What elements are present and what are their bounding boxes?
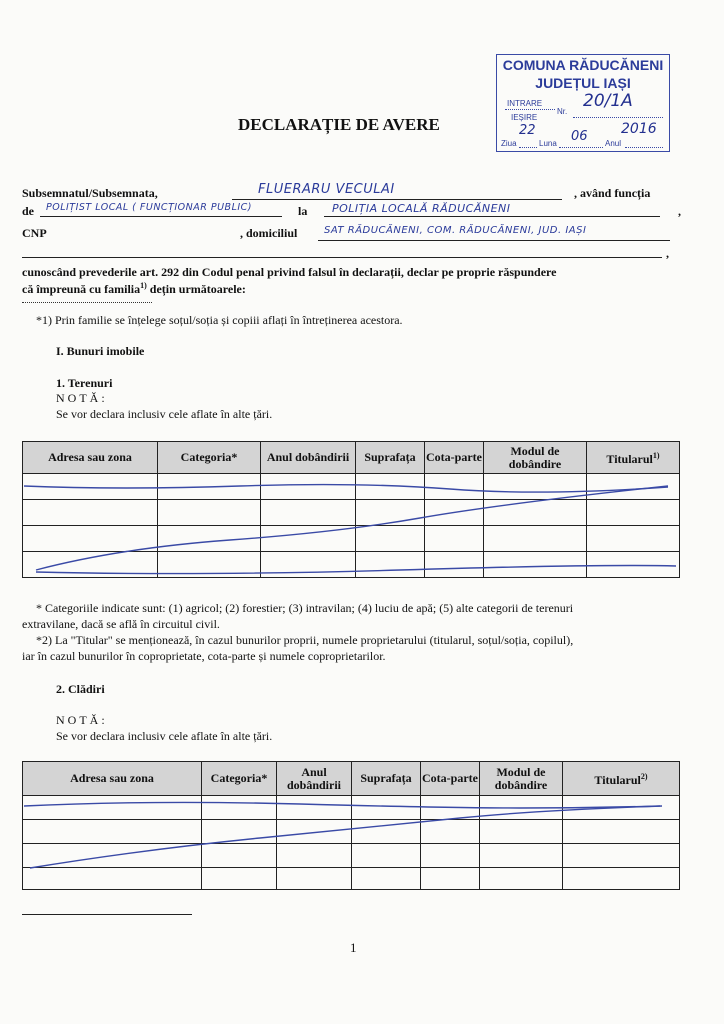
- cladiri-table: [22, 761, 680, 890]
- intro-line-2: că împreună cu familia$^{1)}$ dețin următoarele:: [22, 281, 246, 296]
- col-suprafata: Suprafața: [352, 762, 421, 796]
- functia-value: POLIȚIST LOCAL ( FUNCȚIONAR PUBLIC): [46, 202, 253, 213]
- table-row: [23, 474, 680, 500]
- col-modul: Modul de dobândire: [484, 442, 587, 474]
- col-titular: Titularul$^{2)}$: [563, 762, 680, 796]
- table-row: [23, 844, 680, 868]
- table-row: [23, 820, 680, 844]
- stamp-year-label: Anul: [605, 139, 622, 148]
- declarant-name: FLUERARU VECULAI: [258, 182, 395, 197]
- col-categoria: Categoria*: [202, 762, 277, 796]
- stamp-county: JUDEȚUL IAȘI: [535, 75, 631, 91]
- col-modul: Modul de dobândire: [480, 762, 563, 796]
- document-title: DECLARAȚIE DE AVERE: [238, 115, 440, 134]
- registration-stamp: [496, 54, 670, 152]
- subsemnatul-label: Subsemnatul/Subsemnata,: [22, 186, 158, 200]
- col-anul: Anul dobândirii: [261, 442, 356, 474]
- note-categorii-1: * Categoriile indicate sunt: (1) agricol; (2) forestier; (3) intravilan; (4) luciu de apă; (5) alte categorii de terenuri: [36, 601, 574, 615]
- stamp-month-value: 06: [571, 129, 588, 144]
- col-cota: Cota-parte: [421, 762, 480, 796]
- stamp-intrare: INTRARE: [507, 99, 543, 108]
- stamp-nr-value: 20/1A: [583, 91, 633, 111]
- section-bunuri-imobile: I. Bunuri imobile: [56, 344, 145, 358]
- col-categoria: Categoria*: [158, 442, 261, 474]
- note-categorii-2: extravilane, dacă se află în circuitul civil.: [22, 617, 220, 631]
- stamp-day-label: Ziua: [501, 139, 517, 148]
- table-row: [23, 552, 680, 578]
- col-titular: Titularul$^{1)}$: [587, 442, 680, 474]
- section-cladiri: 2. Clădiri: [56, 682, 105, 696]
- la-label: la: [298, 204, 308, 218]
- col-anul: Anul dobândirii: [277, 762, 352, 796]
- comma-1: ,: [678, 204, 681, 218]
- avand-functia-label: , având funcția: [574, 186, 651, 200]
- col-cota: Cota-parte: [425, 442, 484, 474]
- stamp-iesire: IEȘIRE: [511, 113, 538, 122]
- table-row: [23, 796, 680, 820]
- stamp-month-label: Luna: [539, 139, 557, 148]
- section-terenuri: 1. Terenuri: [56, 376, 113, 390]
- stamp-day-value: 22: [519, 123, 536, 138]
- table-row: [23, 868, 680, 890]
- comma-2: ,: [666, 246, 669, 260]
- note-titular-1: *2) La "Titular" se menționează, în cazul bunurilor proprii, numele proprietarului (titularul, soțul/soția, copilul),: [36, 633, 574, 647]
- stamp-year-value: 2016: [621, 121, 657, 137]
- nota-label-1: NOTĂ:: [56, 391, 108, 405]
- institutia-value: POLIȚIA LOCALĂ RĂDUCĂNENI: [332, 202, 511, 215]
- nota-text-1: Se vor declara inclusiv cele aflate în alte țări.: [56, 407, 273, 421]
- domiciliu-value: SAT RĂDUCĂNENI, COM. RĂDUCĂNENI, JUD. IAȘI: [324, 225, 587, 236]
- terenuri-table: [22, 441, 680, 578]
- col-adresa: Adresa sau zona: [23, 442, 158, 474]
- stamp-nr-label: Nr.: [557, 107, 568, 116]
- domiciliul-label: , domiciliul: [240, 226, 298, 240]
- intro-line-1: cunoscând prevederile art. 292 din Codul penal privind falsul în declarații, declar pe proprie răspundere: [22, 265, 557, 279]
- nota-label-2: NOTĂ:: [56, 713, 108, 727]
- table-row: [23, 526, 680, 552]
- table-row: [23, 500, 680, 526]
- cnp-label: CNP: [22, 226, 47, 240]
- stamp-commune: COMUNA RĂDUCĂNENI: [502, 57, 664, 73]
- note-titular-2: iar în cazul bunurilor în coproprietate, cota-parte și numele coproprietarilor.: [22, 649, 386, 663]
- col-suprafata: Suprafața: [356, 442, 425, 474]
- de-label: de: [22, 204, 34, 218]
- col-adresa: Adresa sau zona: [23, 762, 202, 796]
- page-number: 1: [350, 940, 357, 955]
- footnote-familie: *1) Prin familie se înțelege soțul/soția și copiii aflați în întreținerea acestora.: [36, 313, 403, 327]
- nota-text-2: Se vor declara inclusiv cele aflate în alte țări.: [56, 729, 273, 743]
